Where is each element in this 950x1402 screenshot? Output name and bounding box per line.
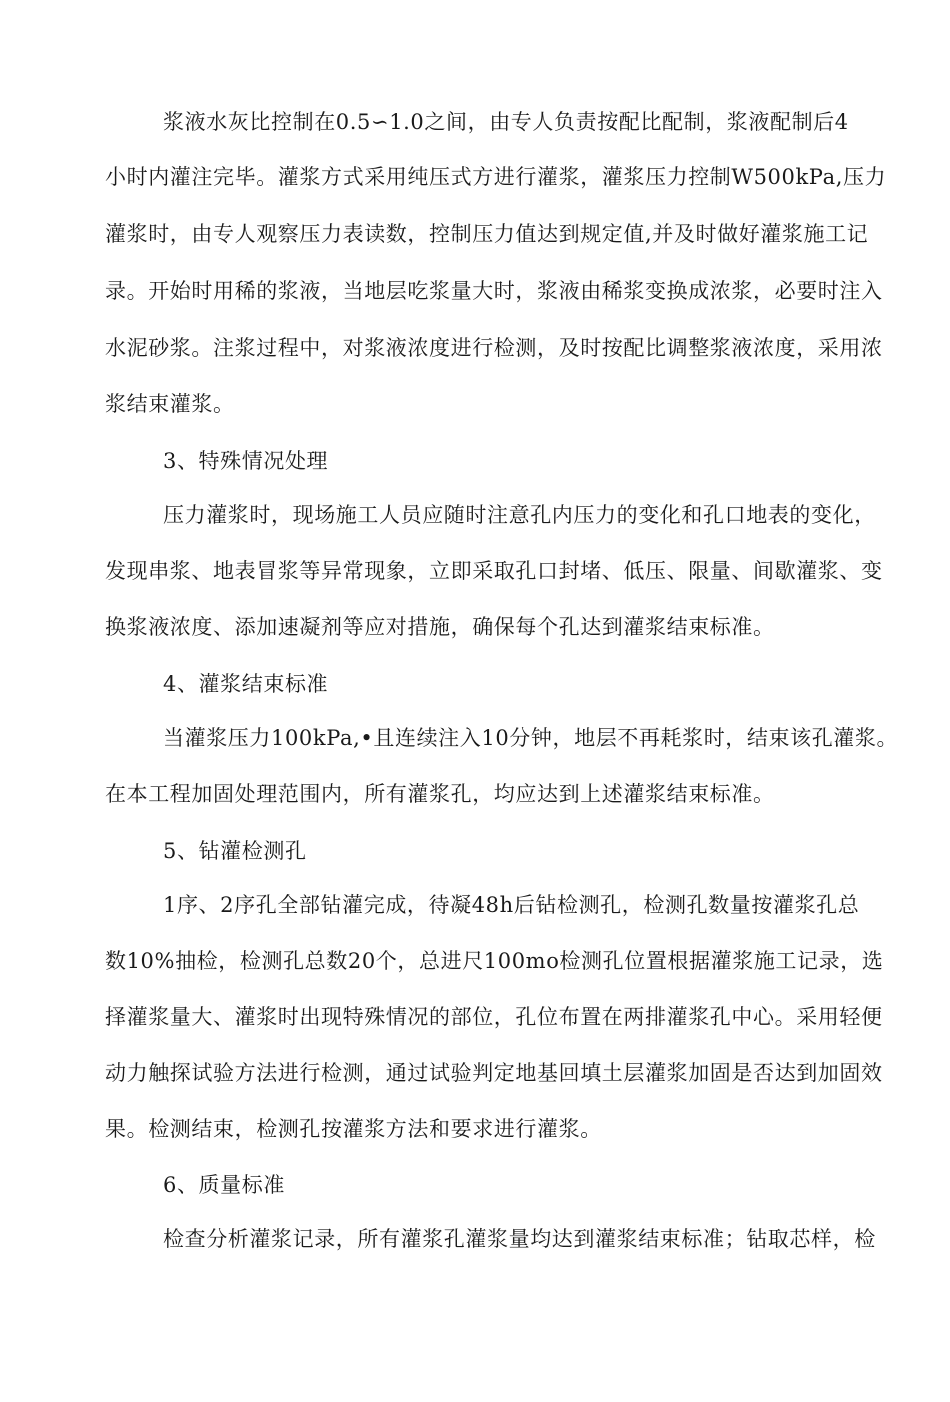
section-heading-5: 5、钻灌检测孔 <box>163 839 307 863</box>
text-line: 浆液水灰比控制在0.5∽1.0之间，由专人负责按配比配制，浆液配制后4 <box>163 110 849 134</box>
text-line: 水泥砂浆。注浆过程中，对浆液浓度进行检测，及时按配比调整浆液浓度，采用浓 <box>105 336 883 360</box>
text-line: 灌浆时，由专人观察压力表读数，控制压力值达到规定值,并及时做好灌浆施工记 <box>105 222 869 246</box>
text-line: 录。开始时用稀的浆液，当地层吃浆量大时，浆液由稀浆变换成浓浆，必要时注入 <box>105 279 883 303</box>
text-line: 1序、2序孔全部钻灌完成，待凝48h后钻检测孔，检测孔数量按灌浆孔总 <box>163 893 860 917</box>
section-heading-6: 6、质量标准 <box>163 1173 285 1197</box>
text-line: 当灌浆压力100kPa,•且连续注入10分钟，地层不再耗浆时，结束该孔灌浆。 <box>163 726 899 750</box>
text-line: 小时内灌注完毕。灌浆方式采用纯压式方进行灌浆，灌浆压力控制W500kPa,压力 <box>105 165 887 189</box>
text-line: 在本工程加固处理范围内，所有灌浆孔，均应达到上述灌浆结束标准。 <box>105 782 775 806</box>
text-line: 发现串浆、地表冒浆等异常现象，立即采取孔口封堵、低压、限量、间歇灌浆、变 <box>105 559 883 583</box>
text-line: 动力触探试验方法进行检测，通过试验判定地基回填土层灌浆加固是否达到加固效 <box>105 1061 883 1085</box>
section-heading-3: 3、特殊情况处理 <box>163 449 329 473</box>
section-heading-4: 4、灌浆结束标准 <box>163 672 329 696</box>
text-line: 换浆液浓度、添加速凝剂等应对措施，确保每个孔达到灌浆结束标准。 <box>105 615 775 639</box>
text-line: 择灌浆量大、灌浆时出现特殊情况的部位，孔位布置在两排灌浆孔中心。采用轻便 <box>105 1005 883 1029</box>
text-line: 浆结束灌浆。 <box>105 392 235 416</box>
text-line: 检查分析灌浆记录，所有灌浆孔灌浆量均达到灌浆结束标准；钻取芯样，检 <box>163 1227 876 1251</box>
text-line: 数10%抽检，检测孔总数20个，总进尺100mo检测孔位置根据灌浆施工记录，选 <box>105 949 884 973</box>
text-line: 压力灌浆时，现场施工人员应随时注意孔内压力的变化和孔口地表的变化， <box>163 503 876 527</box>
text-line: 果。检测结束，检测孔按灌浆方法和要求进行灌浆。 <box>105 1117 602 1141</box>
